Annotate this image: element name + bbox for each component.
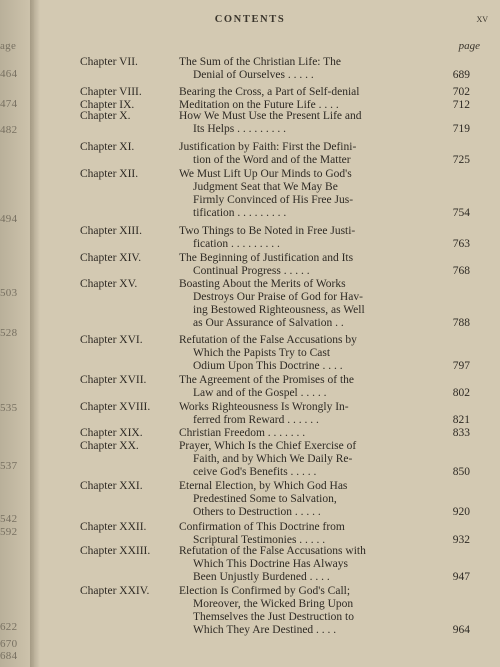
chapter-title-line: Refutation of the False Accusations with — [179, 545, 366, 557]
chapter-title — [179, 225, 411, 251]
chapter-title — [179, 545, 411, 584]
toc-entry — [0, 168, 500, 220]
chapter-number: Chapter XII. — [80, 168, 139, 180]
facing-page-number: 537 — [0, 460, 18, 472]
chapter-title-line: Others to Destruction . . . . . — [193, 506, 321, 518]
chapter-title-line: Continual Progress . . . . . — [193, 265, 310, 277]
chapter-title-line: Boasting About the Merits of Works — [179, 278, 346, 290]
page-number: 964 — [452, 624, 470, 636]
toc-entry — [0, 401, 500, 427]
chapter-number: Chapter XIII. — [80, 225, 142, 237]
chapter-title-line: Christian Freedom . . . . . . . — [179, 427, 306, 439]
chapter-title-line: Odium Upon This Doctrine . . . . — [193, 360, 343, 372]
chapter-number: Chapter XXIV. — [80, 585, 150, 597]
facing-page-number: age — [0, 40, 17, 52]
toc-entry — [0, 278, 500, 330]
toc-entry — [0, 440, 500, 479]
page-number: 932 — [452, 534, 470, 546]
chapter-number: Chapter XI. — [80, 141, 135, 153]
facing-page-number: 528 — [0, 327, 18, 339]
chapter-title-line: Its Helps . . . . . . . . . — [193, 123, 286, 135]
chapter-title-line: Themselves the Just Destruction to — [193, 611, 354, 623]
chapter-title-line: ing Bestowed Righteousness, as Well — [193, 304, 365, 316]
chapter-title — [179, 141, 411, 167]
chapter-number: Chapter XVI. — [80, 334, 143, 346]
chapter-title-line: We Must Lift Up Our Minds to God's — [179, 168, 352, 180]
chapter-title-line: Which They Are Destined . . . . — [193, 624, 337, 636]
chapter-title-line: fication . . . . . . . . . — [193, 238, 280, 250]
toc-entry — [0, 252, 500, 278]
page-number: 754 — [452, 207, 470, 219]
chapter-number: Chapter X. — [80, 110, 131, 122]
page-header-title: CONTENTS — [214, 14, 286, 25]
facing-page-number: 482 — [0, 124, 18, 136]
toc-entry — [0, 585, 500, 637]
toc-entry — [0, 334, 500, 373]
toc-entry — [0, 141, 500, 167]
chapter-title-line: Meditation on the Future Life . . . . — [179, 99, 339, 111]
chapter-title — [179, 374, 411, 400]
facing-page-number: 592 — [0, 526, 18, 538]
toc-entry — [0, 374, 500, 400]
page-number: 802 — [452, 387, 470, 399]
page-number: 712 — [452, 99, 470, 111]
chapter-number: Chapter XV. — [80, 278, 138, 290]
toc-entry — [0, 521, 500, 547]
chapter-title-line: as Our Assurance of Salvation . . — [193, 317, 344, 329]
toc-entry — [0, 56, 500, 82]
page-number: 702 — [452, 86, 470, 98]
page-number: 821 — [452, 414, 470, 426]
chapter-number: Chapter XXIII. — [80, 545, 151, 557]
page-number: 719 — [452, 123, 470, 135]
chapter-title-line: Bearing the Cross, a Part of Self-denial — [179, 86, 360, 98]
chapter-title — [179, 110, 411, 136]
chapter-number: Chapter XXII. — [80, 521, 147, 533]
chapter-title-line: Confirmation of This Doctrine from — [179, 521, 345, 533]
chapter-number: Chapter XX. — [80, 440, 139, 452]
chapter-title-line: tion of the Word and of the Matter — [193, 154, 351, 166]
chapter-title-line: The Beginning of Justification and Its — [179, 252, 354, 264]
chapter-title-line: Justification by Faith: First the Defini- — [179, 141, 357, 153]
chapter-title-line: Refutation of the False Accusations by — [179, 334, 357, 346]
chapter-title — [179, 252, 411, 278]
chapter-number: Chapter XXI. — [80, 480, 143, 492]
facing-page-number: 670 — [0, 638, 18, 650]
page-number: 725 — [452, 154, 470, 166]
chapter-title-line: Law and of the Gospel . . . . . — [193, 387, 327, 399]
toc-entry — [0, 86, 500, 99]
chapter-title — [179, 585, 411, 637]
chapter-title-line: ceive God's Benefits . . . . . — [193, 466, 317, 478]
chapter-title-line: Election Is Confirmed by God's Call; — [179, 585, 351, 597]
facing-page-number: 474 — [0, 98, 18, 110]
chapter-title — [179, 480, 411, 519]
page-number: 768 — [452, 265, 470, 277]
chapter-title-line: Been Unjustly Burdened . . . . — [193, 571, 330, 583]
chapter-title — [179, 56, 411, 82]
chapter-title — [179, 401, 411, 427]
chapter-title-line: Which the Papists Try to Cast — [193, 347, 331, 359]
toc-entry — [0, 480, 500, 519]
facing-page-number: 503 — [0, 287, 18, 299]
chapter-number: Chapter XVII. — [80, 374, 147, 386]
chapter-title — [179, 278, 411, 330]
toc-entry — [0, 427, 500, 440]
chapter-number: Chapter XIX. — [80, 427, 143, 439]
chapter-title — [179, 427, 411, 440]
chapter-number: Chapter VII. — [80, 56, 138, 68]
chapter-title-line: The Sum of the Christian Life: The — [179, 56, 342, 68]
chapter-title-line: Faith, and by Which We Daily Re- — [193, 453, 353, 465]
chapter-title — [179, 334, 411, 373]
facing-page-number: 622 — [0, 621, 18, 633]
page-number: 797 — [452, 360, 470, 372]
toc-entry — [0, 110, 500, 136]
page-folio: xv — [476, 13, 488, 25]
chapter-title — [179, 440, 411, 479]
chapter-title-line: Works Righteousness Is Wrongly In- — [179, 401, 349, 413]
chapter-title-line: Scriptural Testimonies . . . . . — [193, 534, 326, 546]
chapter-title — [179, 86, 411, 99]
chapter-number: Chapter XIV. — [80, 252, 142, 264]
chapter-title-line: Eternal Election, by Which God Has — [179, 480, 348, 492]
chapter-title-line: Predestined Some to Salvation, — [193, 493, 337, 505]
chapter-title-line: Which This Doctrine Has Always — [193, 558, 349, 570]
chapter-title-line: ferred from Reward . . . . . . — [193, 414, 319, 426]
chapter-number: Chapter XVIII. — [80, 401, 151, 413]
facing-page-number: 494 — [0, 213, 18, 225]
toc-entry — [0, 225, 500, 251]
chapter-title-line: How We Must Use the Present Life and — [179, 110, 362, 122]
page-number: 850 — [452, 466, 470, 478]
chapter-title-line: Moreover, the Wicked Bring Upon — [193, 598, 354, 610]
chapter-title-line: Denial of Ourselves . . . . . — [193, 69, 314, 81]
chapter-title — [179, 168, 411, 220]
chapter-title-line: tification . . . . . . . . . — [193, 207, 287, 219]
toc-entry — [0, 545, 500, 584]
facing-page-number: 542 — [0, 513, 18, 525]
chapter-title-line: Prayer, Which Is the Chief Exercise of — [179, 440, 357, 452]
facing-page-number: 684 — [0, 650, 18, 662]
chapter-title-line: The Agreement of the Promises of the — [179, 374, 355, 386]
chapter-title-line: Firmly Convinced of His Free Jus- — [193, 194, 354, 206]
page-number: 833 — [452, 427, 470, 439]
page-number: 920 — [452, 506, 470, 518]
chapter-title — [179, 521, 411, 547]
page-number: 689 — [452, 69, 470, 81]
page-number: 788 — [452, 317, 470, 329]
page-number: 947 — [452, 571, 470, 583]
facing-page-number: 464 — [0, 68, 18, 80]
chapter-number: Chapter VIII. — [80, 86, 142, 98]
chapter-number: Chapter IX. — [80, 99, 135, 111]
page-number: 763 — [452, 238, 470, 250]
page-column-label: page — [458, 40, 480, 52]
chapter-title-line: Judgment Seat that We May Be — [193, 181, 338, 193]
chapter-title-line: Two Things to Be Noted in Free Justi- — [179, 225, 356, 237]
chapter-title-line: Destroys Our Praise of God for Hav- — [193, 291, 363, 303]
facing-page-number: 535 — [0, 402, 18, 414]
